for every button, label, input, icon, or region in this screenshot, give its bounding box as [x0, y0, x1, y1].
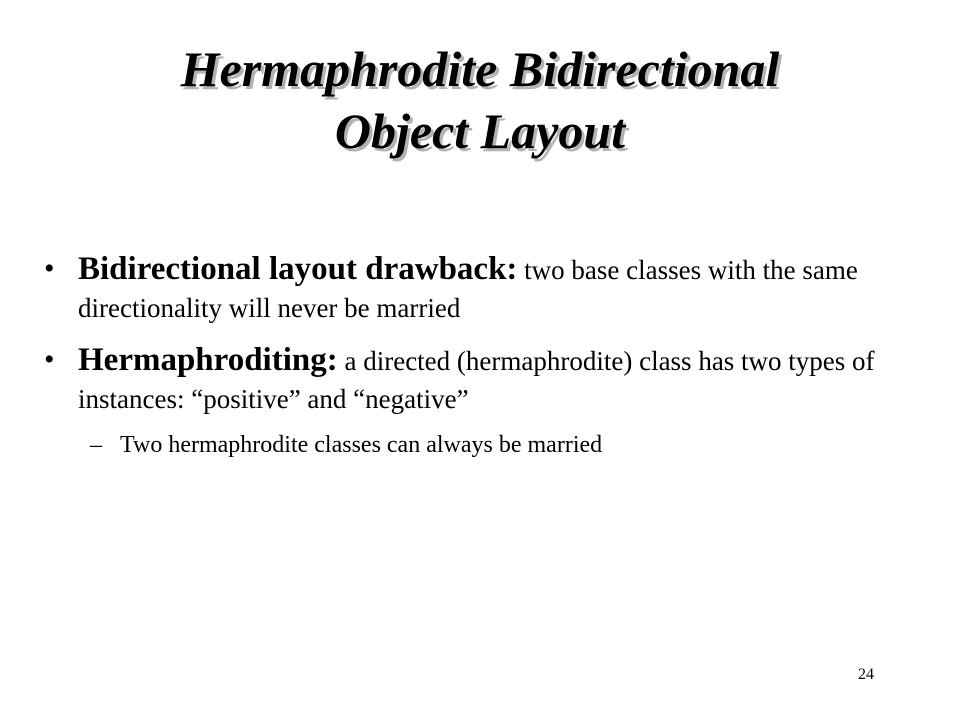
- slide-body: [40, 250, 920, 462]
- bullet-marker: •: [44, 252, 55, 285]
- page-number: 24: [858, 666, 874, 683]
- title-line-1: Hermaphrodite Bidirectional: [180, 41, 780, 97]
- title-line-2: Object Layout: [334, 103, 626, 159]
- bullet-term: Bidirectional layout drawback:: [78, 251, 518, 287]
- bullet-hermaphroditing: [40, 341, 920, 418]
- sub-bullet-marker: –: [90, 432, 102, 458]
- slide-title: [60, 38, 900, 162]
- bullet-bidirectional-drawback: [40, 250, 920, 327]
- sub-bullet-married: [40, 428, 920, 462]
- sub-bullet-text: Two hermaphrodite classes can always be married: [120, 432, 603, 458]
- bullet-term: Hermaphroditing:: [78, 342, 338, 378]
- bullet-text: two base classes with the same directionality will never be married: [78, 255, 858, 323]
- bullet-marker: •: [44, 343, 55, 376]
- bullet-text: a directed (hermaphrodite) class has two types of instances: “positive” and “negative”: [78, 346, 875, 414]
